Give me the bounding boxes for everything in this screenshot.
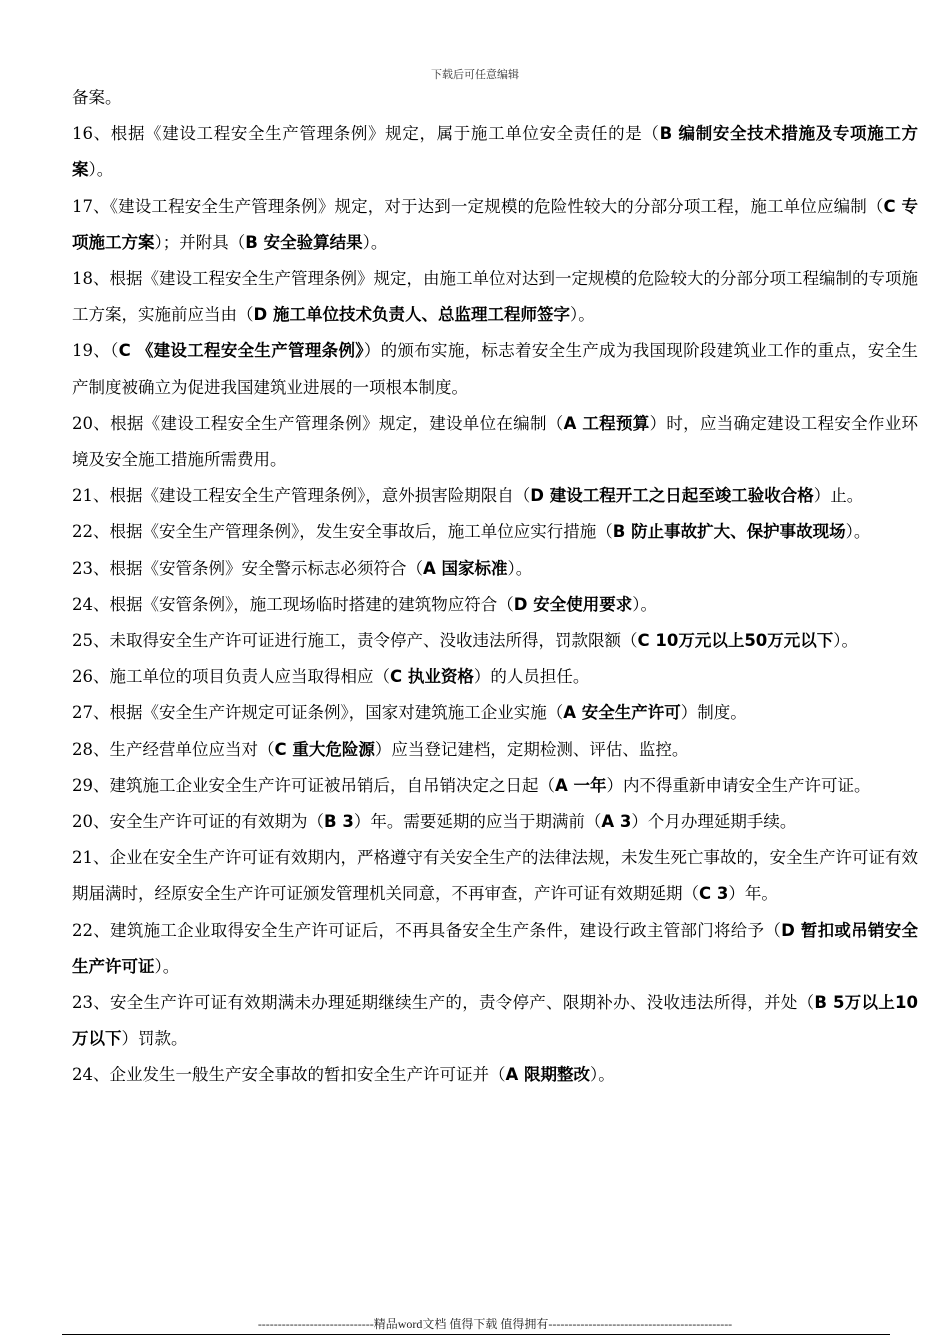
- question-paragraph: [72, 659, 918, 695]
- question-text: 21、企业在安全生产许可证有效期内，严格遵守有关安全生产的法律法规，未发生死亡事故的，安全生产许可证有效期届满时，经原安全生产许可证颁发管理机关同意，不再审查，产许可证有效期延期（: [72, 848, 918, 904]
- question-text: ）的人员担任。: [473, 667, 590, 687]
- answer-text: A 3: [601, 812, 632, 832]
- question-paragraph: [72, 1057, 918, 1093]
- question-text: ）罚款。: [121, 1029, 188, 1049]
- answer-text: A 安全生产许可: [563, 703, 681, 723]
- question-text: ）。: [833, 631, 859, 651]
- question-text: 17、《建设工程安全生产管理条例》规定，对于达到一定规模的危险性较大的分部分项工程，施工单位应编制（: [72, 196, 884, 216]
- question-text: 24、根据《安管条例》，施工现场临时搭建的建筑物应符合（: [72, 594, 514, 614]
- question-text: ）应当登记建档，定期检测、评估、监控。: [374, 739, 689, 759]
- question-paragraph: [72, 406, 918, 478]
- question-text: ）止。: [813, 486, 864, 506]
- question-paragraph: [72, 587, 918, 623]
- question-text: 26、施工单位的项目负责人应当取得相应（: [72, 667, 390, 687]
- question-text: 23、根据《安管条例》安全警示标志必须符合（: [72, 558, 423, 578]
- question-text: 18、根据《建设工程安全生产管理条例》规定，由施工单位对达到一定规模的危险较大的分部分项工程编制的专项施工方案，实施前应当由（: [72, 269, 918, 325]
- question-paragraph: [72, 695, 918, 731]
- question-paragraph: [72, 840, 918, 912]
- question-paragraph: [72, 478, 918, 514]
- answer-text: A 一年: [555, 775, 607, 795]
- question-text: ）。: [632, 594, 657, 614]
- page-footer: -----------------------------精品word文档 值得下载 值得拥有----------------------------------------------: [257, 1317, 733, 1331]
- question-text: ）。: [507, 558, 533, 578]
- answer-text: C 重大危险源: [274, 739, 375, 759]
- question-text: ）。: [845, 522, 871, 542]
- question-text: 22、根据《安全生产管理条例》，发生安全事故后，施工单位应实行措施（: [72, 522, 613, 542]
- question-text: ）年。: [728, 884, 778, 904]
- question-paragraph: [72, 333, 918, 405]
- question-text: ）时，应当确定建设工程安全作业环境及安全施工措施所需费用。: [72, 413, 919, 470]
- question-text: 27、根据《安全生产许规定可证条例》，国家对建筑施工企业实施（: [72, 703, 564, 723]
- question-paragraph: [72, 804, 918, 840]
- answer-text: B 防止事故扩大、保护事故现场: [612, 522, 846, 542]
- question-text: 20、根据《建设工程安全生产管理条例》规定，建设单位在编制（: [72, 413, 564, 433]
- question-paragraph: [72, 623, 918, 659]
- answer-text: B 编制安全技术措施及专项施工方案: [72, 124, 918, 180]
- question-text: ）；并附具（: [154, 232, 246, 252]
- question-paragraph: [72, 189, 918, 261]
- question-text: 16、根据《建设工程安全生产管理条例》规定，属于施工单位安全责任的是（: [72, 124, 660, 144]
- answer-text: B 3: [324, 812, 354, 832]
- question-text: 19、（: [72, 341, 119, 361]
- question-text: 23、安全生产许可证有效期满未办理延期继续生产的，责令停产、限期补办、没收违法所得，并处（: [72, 993, 815, 1013]
- question-text: 25、未取得安全生产许可证进行施工，责令停产、没收违法所得，罚款限额（: [72, 631, 638, 651]
- footer-divider: [62, 1334, 890, 1335]
- question-text: 21、根据《建设工程安全生产管理条例》，意外损害险期限自（: [72, 486, 531, 506]
- answer-text: A 国家标准: [423, 558, 508, 578]
- question-text: 29、建筑施工企业安全生产许可证被吊销后，自吊销决定之日起（: [72, 775, 555, 795]
- question-text: ）。: [88, 160, 114, 180]
- answer-text: C 执业资格: [390, 667, 474, 687]
- question-paragraph: [72, 261, 918, 333]
- question-text: ）。: [154, 956, 180, 976]
- answer-text: C 3: [699, 884, 729, 904]
- question-text: ）年。需要延期的应当于期满前（: [353, 812, 602, 832]
- answer-text: D 暂扣或吊销安全生产许可证: [72, 920, 918, 976]
- question-text: 备案。: [72, 88, 122, 107]
- page-header: 下载后可任意编辑: [431, 68, 519, 81]
- document-body: [72, 80, 918, 1094]
- question-text: ）个月办理延期手续。: [631, 812, 797, 832]
- question-paragraph: [72, 985, 918, 1057]
- question-text: ）。: [362, 232, 388, 252]
- question-text: 24、企业发生一般生产安全事故的暂扣安全生产许可证并（: [72, 1065, 506, 1085]
- answer-text: D 建设工程开工之日起至竣工验收合格: [530, 486, 814, 506]
- question-paragraph: [72, 913, 918, 985]
- question-paragraph: [72, 551, 918, 587]
- question-paragraph: [72, 732, 918, 768]
- question-paragraph: [72, 514, 918, 550]
- question-paragraph: [72, 768, 918, 804]
- question-paragraph: [72, 80, 918, 116]
- question-text: 28、生产经营单位应当对（: [72, 739, 275, 759]
- answer-text: C 专项施工方案: [72, 196, 918, 252]
- answer-text: A 工程预算: [563, 413, 650, 433]
- question-text: ）制度。: [680, 703, 747, 723]
- question-paragraph: [72, 116, 918, 188]
- answer-text: D 安全使用要求: [513, 594, 633, 614]
- question-text: ）的颁布实施，标志着安全生产成为我国现阶段建筑业工作的重点，安全生产制度被确立为促进我国建筑业进展的一项根本制度。: [72, 341, 919, 397]
- answer-text: B 5万以上10万以下: [72, 993, 919, 1049]
- answer-text: C 《建设工程安全生产管理条例》: [118, 341, 364, 361]
- question-text: ）。: [590, 1065, 615, 1085]
- question-text: 20、安全生产许可证的有效期为（: [72, 812, 324, 832]
- question-text: ）内不得重新申请安全生产许可证。: [606, 775, 871, 795]
- question-text: 22、建筑施工企业取得安全生产许可证后，不再具备安全生产条件，建设行政主管部门将给予（: [72, 920, 782, 940]
- answer-text: D 施工单位技术负责人、总监理工程师签字: [253, 305, 570, 325]
- answer-text: B 安全验算结果: [245, 232, 363, 252]
- question-text: ）。: [569, 305, 595, 325]
- answer-text: C 10万元以上50万元以下: [637, 631, 834, 651]
- answer-text: A 限期整改: [505, 1065, 591, 1085]
